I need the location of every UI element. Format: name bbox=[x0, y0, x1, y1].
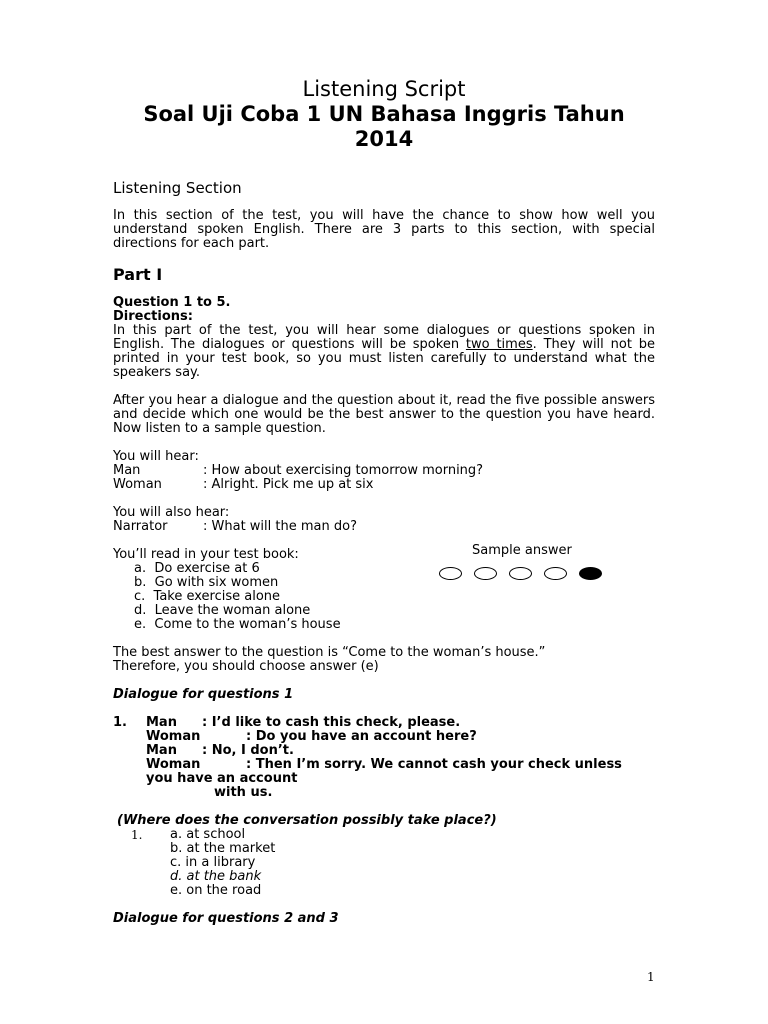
sample-answer-label: Sample answer bbox=[472, 543, 572, 558]
woman-utterance: : Then I’m sorry. We cannot cash your check unless bbox=[246, 757, 622, 772]
woman-utterance: : Do you have an account here? bbox=[246, 729, 477, 744]
sample-option-b: b. Go with six women bbox=[134, 575, 279, 590]
speaker-man: Man bbox=[146, 743, 177, 758]
directions-label: Directions: bbox=[113, 309, 193, 324]
answer-oval-e bbox=[579, 567, 602, 580]
page-number: 1 bbox=[647, 970, 655, 984]
directions-text-after: . They will not be printed in your test book, so you must listen carefully to understand what the speakers say. bbox=[113, 337, 656, 380]
directions-paragraph bbox=[113, 324, 655, 380]
speaker-woman: Woman bbox=[146, 757, 201, 772]
sample-man-line bbox=[113, 464, 483, 478]
dialogue-1-heading: Dialogue for questions 1 bbox=[113, 687, 294, 702]
speaker-man: Man bbox=[113, 463, 141, 478]
answer-list-number: 1. bbox=[131, 828, 143, 842]
title-line-2: Soal Uji Coba 1 UN Bahasa Inggris Tahun bbox=[143, 102, 625, 126]
dialogue-1-choice-b: b. at the market bbox=[170, 841, 276, 856]
you-will-hear: You will hear: bbox=[113, 449, 199, 464]
read-in-test-book: You’ll read in your test book: bbox=[113, 547, 299, 562]
sample-option-a: a. Do exercise at 6 bbox=[134, 561, 260, 576]
dialogue-1-choice-e: e. on the road bbox=[170, 883, 262, 898]
sample-woman-line bbox=[113, 478, 374, 492]
man-utterance: : I’d like to cash this check, please. bbox=[202, 715, 461, 730]
dialogue-1-continuation-2: with us. bbox=[214, 785, 273, 800]
dialogue-1-woman-line-1 bbox=[146, 730, 477, 744]
title-line-3: 2014 bbox=[354, 127, 414, 151]
speaker-man: Man bbox=[146, 715, 177, 730]
dialogue-1-choice-a: a. at school bbox=[170, 827, 246, 842]
part1-heading: Part I bbox=[113, 265, 163, 284]
speaker-narrator: Narrator bbox=[113, 519, 168, 534]
sample-narrator-line bbox=[113, 520, 357, 534]
sample-option-c: c. Take exercise alone bbox=[134, 589, 281, 604]
title-line-1: Listening Script bbox=[302, 77, 466, 101]
speaker-woman: Woman bbox=[146, 729, 201, 744]
answer-oval-a bbox=[439, 567, 462, 580]
dialogue-1-choice-c: c. in a library bbox=[170, 855, 256, 870]
dialogue-1-continuation-1: you have an account bbox=[146, 771, 298, 786]
dialogue-1-man-line-1 bbox=[146, 716, 460, 730]
document-title bbox=[113, 77, 655, 152]
listening-section-heading: Listening Section bbox=[113, 179, 242, 197]
you-will-also-hear: You will also hear: bbox=[113, 505, 230, 520]
directions-text-before: In this part of the test, you will hear some dialogues or questions spoken in English. The dialogues or questions will be spoken bbox=[113, 323, 655, 352]
narrator-utterance: : What will the man do? bbox=[203, 519, 357, 534]
question-range: Question 1 to 5. bbox=[113, 295, 231, 310]
dialogue-1-choice-d: d. at the bank bbox=[170, 869, 262, 884]
dialogue-1-number: 1. bbox=[113, 715, 127, 730]
dialogue-1-woman-line-2 bbox=[146, 758, 622, 772]
man-utterance: : No, I don’t. bbox=[202, 743, 294, 758]
listening-section-intro: In this section of the test, you will have the chance to show how well you understand spoken English. There are 3 parts to this section, with special directions for each part. bbox=[113, 208, 655, 251]
dialogue-2-heading: Dialogue for questions 2 and 3 bbox=[113, 911, 339, 926]
sample-option-d: d. Leave the woman alone bbox=[134, 603, 311, 618]
sample-option-e: e. Come to the woman’s house bbox=[134, 617, 341, 632]
best-answer-line-1: The best answer to the question is “Come to the woman’s house.” bbox=[113, 645, 546, 660]
dialogue-1-question: (Where does the conversation possibly take place?) bbox=[117, 813, 497, 828]
directions-paragraph-2: After you hear a dialogue and the question about it, read the five possible answers and decide which one would be the best answer to the question you have heard. Now listen to a sample question. bbox=[113, 393, 655, 436]
man-utterance: : How about exercising tomorrow morning? bbox=[203, 463, 484, 478]
answer-oval-c bbox=[509, 567, 532, 580]
speaker-woman: Woman bbox=[113, 477, 162, 492]
best-answer-line-2: Therefore, you should choose answer (e) bbox=[113, 659, 379, 674]
answer-oval-b bbox=[474, 567, 497, 580]
answer-ovals bbox=[439, 567, 602, 580]
dialogue-1-man-line-2 bbox=[146, 744, 294, 758]
answer-oval-d bbox=[544, 567, 567, 580]
directions-underlined: two times bbox=[465, 337, 533, 352]
woman-utterance: : Alright. Pick me up at six bbox=[203, 477, 374, 492]
